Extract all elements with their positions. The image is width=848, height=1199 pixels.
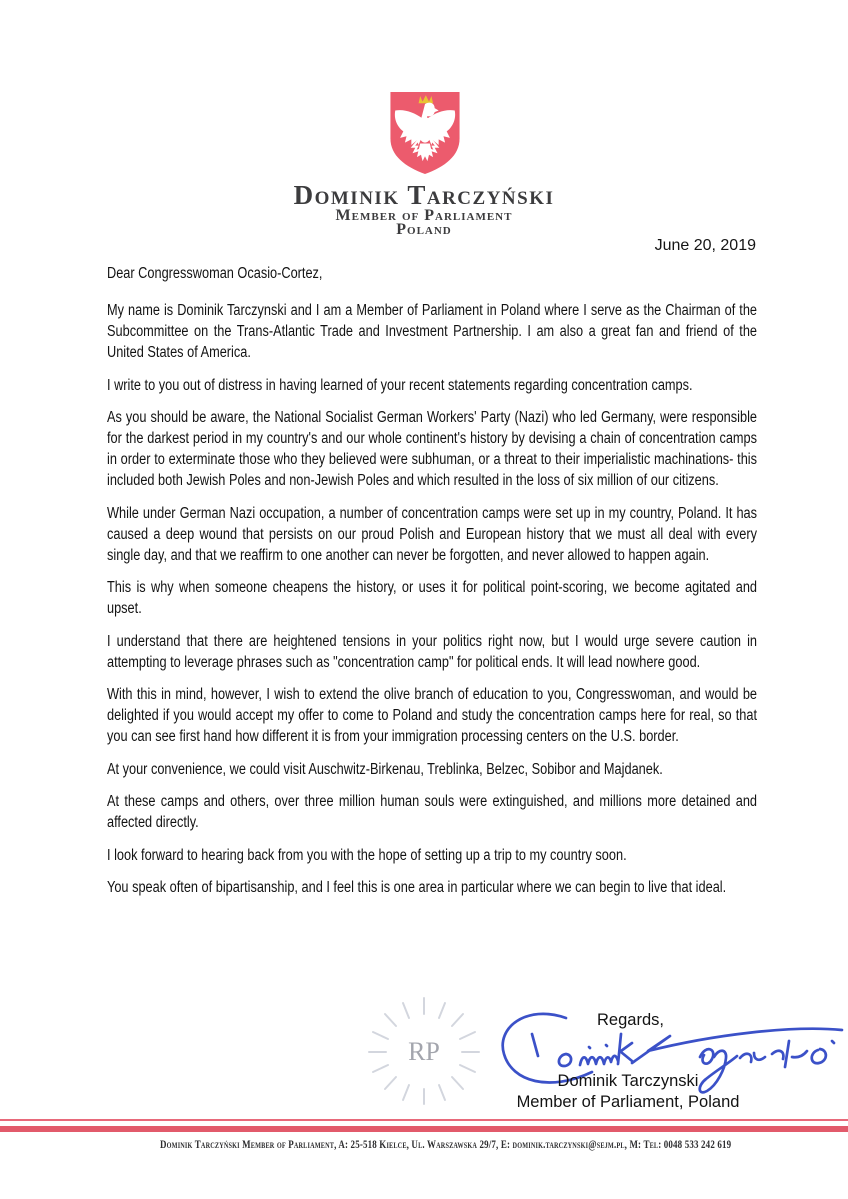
signer-title: Member of Parliament, Poland: [516, 1093, 740, 1111]
paragraph-2: I write to you out of distress in having learned of your recent statements regarding concentration camps.: [107, 376, 693, 394]
paragraph-8: At your convenience, we could visit Auschwitz-Birkenau, Treblinka, Belzec, Sobibor and Majdanek.: [107, 760, 663, 778]
salutation: Dear Congresswoman Ocasio-Cortez,: [107, 265, 323, 282]
letter-date: June 20, 2019: [654, 237, 756, 254]
paragraph-11: You speak often of bipartisanship, and I feel this is one area in particular where we can begin to live that ideal.: [107, 879, 727, 896]
rp-seal-watermark: [353, 990, 495, 1112]
polish-eagle-crest-icon: [384, 88, 466, 178]
paragraph-9: At these camps and others, over three million human souls were extinguished, and millions more detained and affected directly.: [107, 793, 758, 831]
signature-block: [478, 1071, 778, 1113]
paragraph-6: I understand that there are heightened tensions in your politics right now, but I would urge severe caution in attempting to leverage phrases such as "concentration camp" for political ends. It will lead nowhere good.: [107, 632, 758, 671]
letterhead-name: Dominik Tarczyński: [293, 180, 555, 210]
letterhead-title: Member of Parliament: [335, 207, 513, 224]
footer-contact-line: Dominik Tarczyński Member of Parliament, A: 25-518 Kielce, Ul. Warszawska 29/7, E: dominik.tarczynski@sejm.pl, M: Tel: 0048 533 242 619: [160, 1139, 732, 1151]
footer-stripe-thick: [0, 1126, 848, 1132]
paragraph-4: While under German Nazi occupation, a number of concentration camps were set up in my country, Poland. It has caused a deep wound that persists on our proud Polish and European history that we must all deal with every single day, and that we reaffirm to one another can never be forgotten, and never allowed to happen again.: [107, 504, 758, 564]
paragraph-10: I look forward to hearing back from you with the hope of setting up a trip to my country soon.: [107, 846, 627, 864]
paragraph-7: With this in mind, however, I wish to extend the olive branch of education to you, Congresswoman, and would be delighted if you would accept my offer to come to Poland and study the concentration camps here for real, so that you can see first hand how different it is from your immigration processing centers on the U.S. border.: [107, 686, 758, 745]
paragraph-1: My name is Dominik Tarczynski and I am a Member of Parliament in Poland where I serve as the Chairman of the Subcommittee on the Trans-Atlantic Trade and Investment Partnership. I am also a great fan and friend of the United States of America.: [107, 302, 758, 361]
rp-watermark-letters: RP: [408, 1037, 440, 1066]
letter-body: [107, 263, 757, 898]
letterhead-country: Poland: [396, 221, 452, 238]
footer-stripe-thin: [0, 1119, 848, 1121]
paragraph-3: As you should be aware, the National Socialist German Workers' Party (Nazi) who led Germany, were responsible for the darkest period in my country's and our whole continent's history by devising a chain of concentration camps in order to exterminate those who they believed were subhuman, or a threat to their imperialistic machinations- this included both Jewish Poles and non-Jewish Poles and which resulted in the loss of six million of our citizens.: [107, 409, 758, 489]
closing-regards: Regards,: [597, 1011, 664, 1029]
signer-name: Dominik Tarczynski: [557, 1072, 699, 1090]
paragraph-5: This is why when someone cheapens the history, or uses it for political point-scoring, we become agitated and upset.: [107, 579, 758, 617]
